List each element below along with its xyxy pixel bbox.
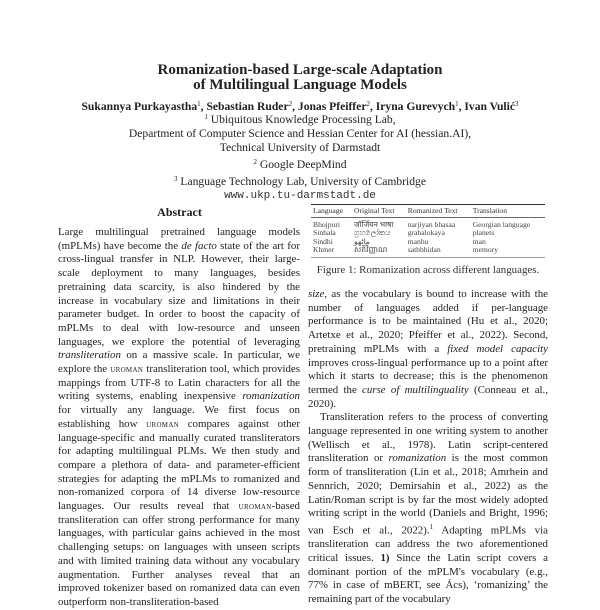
table-row: Sindhi ماڻهو manhu man: [313, 236, 486, 246]
intro-body: [308, 288, 548, 607]
title-line-2: of Multilingual Language Models: [193, 76, 407, 93]
affiliation-1: $^1$ Ubiquitous Knowledge Processing Lab,: [204, 113, 396, 126]
abstract-heading: Abstract: [157, 205, 202, 219]
affiliation-2: $^2$ Google DeepMind: [253, 158, 347, 171]
affiliation-3: $^3$ Language Technology Lab, University of Cambridge: [173, 175, 426, 188]
author: Jonas Pfeiffer$^2$: [297, 100, 370, 113]
col-header-translation: Translation: [471, 205, 545, 218]
author: Sukannya Purkayastha$^1$: [81, 100, 201, 113]
table-row: Sinhala ග්‍රහලෝකය grahalokaya planets: [313, 228, 495, 238]
author: Ivan Vulić$^3$: [464, 100, 519, 113]
intro-paragraph: size, as the vocabulary is bound to increase with the number of languages added if per-language performance is to be maintained (Hu et al., 2020; Artetxe et al., 2020; Pfeiffer et al., 2022). Second, pretraining mPLMs with a fixed model capacity improves cross-lingual performance up to a point after which it starts to decrease; this is the phenomenon termed the curse of multilinguality (Conneau et al., 2020).: [308, 288, 549, 410]
col-header-romanized: Romanized Text: [406, 205, 471, 218]
table-row: Bhojpuri जॉर्जियन भाषा narjiyan bhasaa Georgian language: [313, 220, 531, 230]
affiliations: [0, 110, 600, 203]
intro-paragraph: Transliteration refers to the process of converting language represented in one writing system to another (Wellisch et al., 1978). Latin script-centered transliteration or romanization is the most common form of transliteration (Lin et al., 2018; Amrhein and Sennrich, 2020; Demirsahin et al., 2022) as the Latin/Roman script is by far the most widely adopted writing script in the world (Daniels and Bright, 1996; van Esch et al., 2022).$^1$ Adapting mPLMs via transliteration can address the two aforementioned critical issues. 1) Since the Latin script covers a dominant portion of the mPLM's vocabulary (e.g., 77% in case of mBERT, see Ács), ‘romanizing’ the remaining part of the vocabulary: [308, 411, 548, 606]
author: Sebastian Ruder$^2$: [206, 100, 293, 113]
footnote-marker[interactable]: 1: [429, 522, 434, 531]
table-row: Khmer សតិវិញ្ញាណ sathbhidan memory: [311, 246, 545, 258]
affiliation-1-univ: Technical University of Darmstadt: [219, 141, 381, 154]
title-line-1: Romanization-based Large-scale Adaptation: [157, 62, 443, 78]
col-header-original: Original Text: [352, 205, 406, 218]
col-header-language: Language: [311, 205, 352, 218]
author: Iryna Gurevych$^1$: [375, 100, 459, 113]
figure-1-table: [311, 204, 545, 258]
paper-title: [0, 63, 600, 92]
figure-1-caption: Figure 1: Romanization across different languages.: [316, 264, 540, 276]
author-list: Sukannya Purkayastha$^1$, Sebastian Ruder$^2$, Jonas Pfeiffer$^2$, Iryna Gurevych$^1$, Ivan Vulić$^3$: [81, 100, 519, 113]
abstract-paragraph: Large multilingual pretrained language models (mPLMs) have become the de facto state of the art for cross-lingual transfer in NLP. However, their large-scale deployment to many languages, besides pretraining data scarcity, is also hindered by the increase in vocabulary size and limitations in their parameter budget. In order to boost the capacity of mPLMs to deal with low-resource and unseen languages, we explore the potential of leveraging transliteration on a massive scale. In particular, we explore the uroman transliteration tool, which provides mappings from UTF-8 to Latin characters for all the writing systems, enabling inexpensive romanization for virtually any language. We first focus on establishing how uroman compares against other language-specific and manually curated transliterators for adapting multilingual PLMs. We then study and compare a plethora of data- and parameter-efficient strategies for adapting the mPLMs to romanized and non-romanized corpora of 14 diverse low-resource languages. Our results reveal that uroman-based transliteration can offer strong performance for many languages, with particular gains achieved in the most challenging setups: on languages with unseen scripts and with limited training data without any vocabulary augmentation. Further analyses reveal that an improved tokenizer based on romanized data can even outperform non-transliteration-based: [58, 226, 300, 608]
romanization-table: [311, 204, 545, 258]
affiliation-1-dept: Department of Computer Science and Hessian Center for AI (hessian.AI),: [128, 127, 472, 140]
table-header-row: [311, 205, 545, 218]
lab-url[interactable]: www.ukp.tu-darmstadt.de: [224, 190, 376, 202]
abstract-body: [58, 226, 300, 610]
